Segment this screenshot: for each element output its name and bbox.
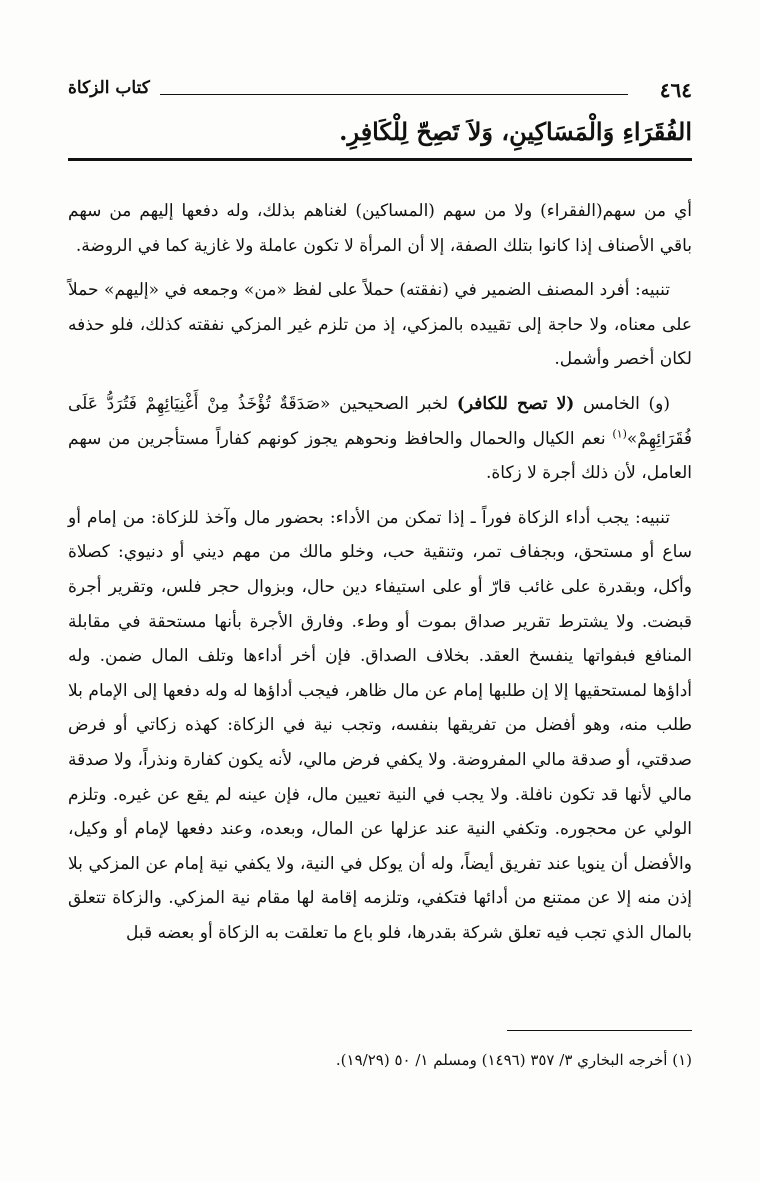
paragraph-3 [68,387,692,491]
footnote-1: (١) أخرجه البخاري ٣/ ٣٥٧ (١٤٩٦) ومسلم ١/ ٥٠ (١٩/٢٩). [335,1051,692,1069]
running-header [68,78,692,108]
footnote-marker[interactable]: (١) [612,426,627,440]
paragraph-3-bold: (لا تصح للكافر) [456,393,575,414]
paragraph-2: تنبيه: أفرد المصنف الضمير في (نفقته) حملاً على لفظ «من» وجمعه في «إليهم» حملاً على معناه، ولا حاجة إلى تقييده بالمزكي، إذ من تلزم غير المزكي نفقته كذلك، فلو حذفه لكان أخصر وأشمل. [68,280,692,370]
paragraph-3-lead: (و) الخامس [574,393,671,414]
header-rule [160,94,628,95]
paragraph-3-hadith: لخبر الصحيحين «صَدَقَةٌ تُؤْخَذُ مِنْ أَغْنِيَائِهِمْ فَتُرَدُّ عَلَى فُقَرَائِهِمْ» [68,393,692,449]
page-number: ٤٦٤ [659,78,692,102]
matn-text: الفُقَرَاءِ وَالْمَسَاكِينِ، وَلاَ تَصِحّ لِلْكَافِرِ. [339,117,692,146]
paragraph-4: تنبيه: يجب أداء الزكاة فوراً ـ إذا تمكن من الأداء: بحضور مال وآخذ للزكاة: من إمام أو ساع أو مستحق، وبجفاف تمر، وتنقية حب، وخلو مالك من مهم ديني أو دنيوي: كصلاة وأكل، وبقدرة على غائب قارّ أو على استيفاء دين حال، وبزوال حجر فلس، وتقرير أجرة قبضت. ولا يشترط تقرير صداق بموت أو وطء. وفارق الأجرة بأنها مستحقة في مقابلة المنافع فبفواتها ينفسخ العقد. بخلاف الصداق. فإن أخر أداءها وتلف المال ضمن. وله أداؤها لمستحقيها إلا إن طلبها إمام عن مال ظاهر، فيجب أداؤها له وله دفعها إلى الإمام بلا طلب منه، وهو أفضل من تفريقها بنفسه، وتجب نية في الزكاة: كهذه زكاتي أو فرض صدقتي، أو صدقة مالي المفروضة. ولا يكفي فرض مالي، لأنه يكون كفارة ونذراً، ولا صدقة مالي لأنها قد تكون نافلة. ولا يجب في النية تعيين مال، فإن عينه لم يقع عن غيره. وتلزم الولي عن محجوره. وتكفي النية عند عزلها عن المال، وبعده، وعند دفعها لإمام أو وكيل، والأفضل أن ينويا عند تفريق أيضاً، وله أن يوكل في النية، ولا يكفي نية إمام عن المزكي بلا إذن منه إلا عن ممتنع من أدائها فتكفي، وتلزمه إقامة لها مقام نية المزكي. والزكاة تتعلق بالمال الذي تجب فيه تعلق شركة بقدرها، فلو باع ما تعلقت به الزكاة أو بعضه قبل [68,507,693,943]
paragraph-3-rest: نعم الكيال والحمال والحافظ ونحوهم يجوز كونهم كفاراً مستأجرين من سهم العامل، لأن ذلك أجرة لا زكاة. [68,428,692,484]
commentary-body [68,194,692,960]
book-title: كتاب الزكاة [68,78,150,98]
paragraph-1: أي من سهم(الفقراء) ولا من سهم (المساكين) لغناهم بذلك، وله دفعها إليهم من سهم باقي الأصناف إذا كانوا بتلك الصفة، إلا أن المرأة لا تكون عاملة ولا غازية كما في الروضة. [68,201,692,256]
footnote-rule [507,1030,692,1031]
matn-separator-rule [68,158,692,161]
